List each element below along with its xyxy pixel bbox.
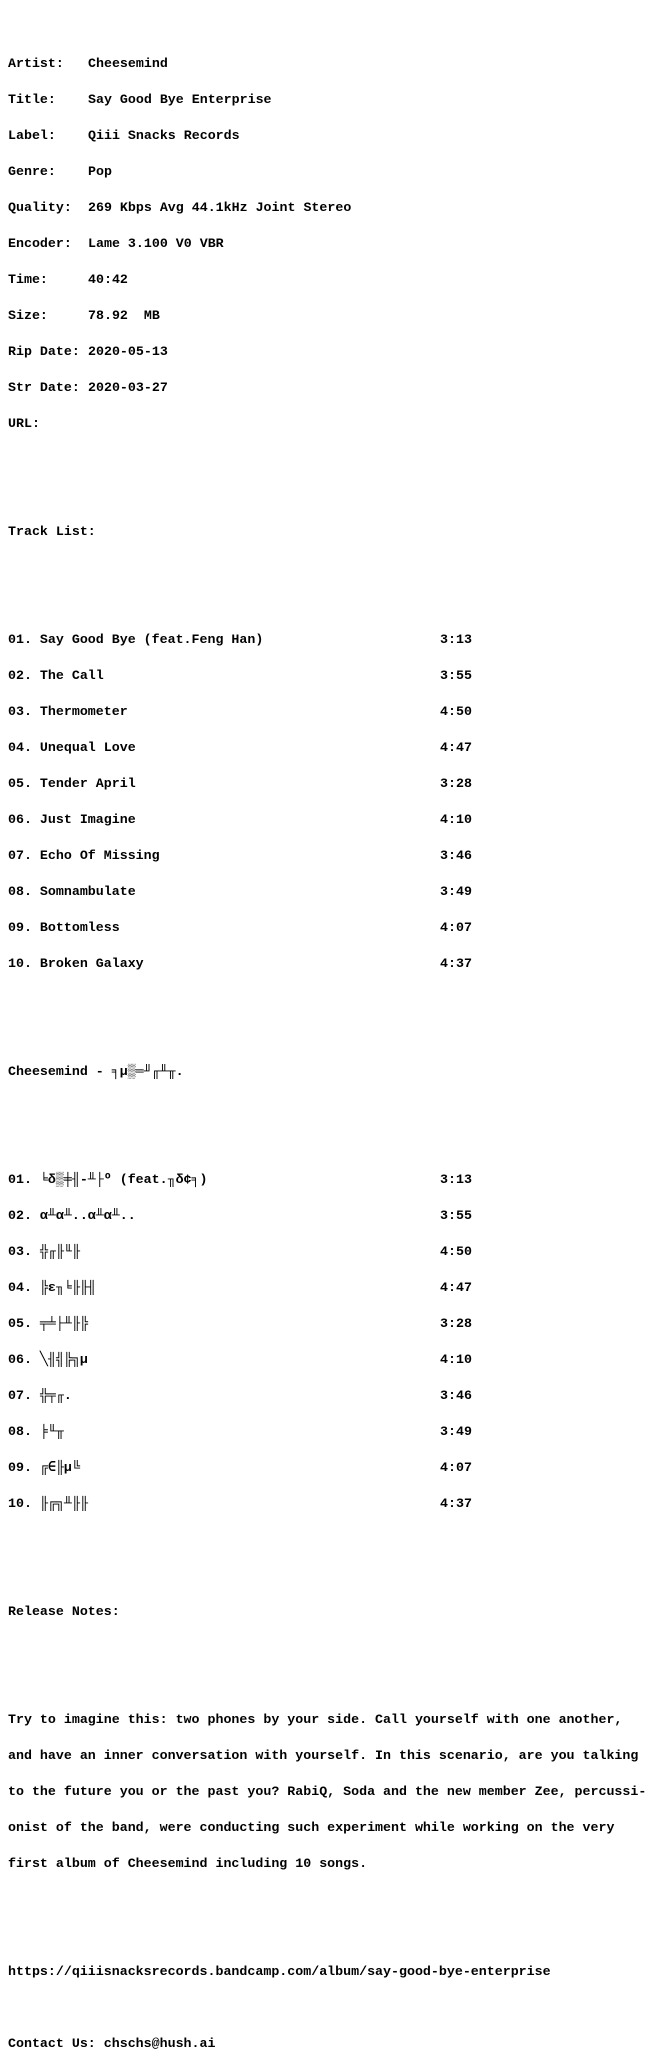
track-row: 05. Tender April 3:28 — [8, 776, 472, 791]
meta-url: URL: — [8, 416, 40, 431]
meta-title: Title: Say Good Bye Enterprise — [8, 92, 272, 107]
track-duration: 4:10 — [440, 812, 472, 827]
spacer — [8, 1570, 646, 1582]
alt-track-row: 01. ╘δ▒╪╢-╨├º (feat.╖δ¢╕) 3:13 — [8, 1172, 472, 1187]
track-duration: 3:46 — [440, 1388, 472, 1403]
track-duration: 3:49 — [440, 884, 472, 899]
alt-track-list — [8, 1150, 646, 1534]
release-notes-line: to the future you or the past you? RabiQ, Soda and the new member Zee, percussi- — [8, 1784, 647, 1799]
release-notes-line: onist of the band, were conducting such experiment while working on the very — [8, 1820, 615, 1835]
track-duration: 4:50 — [440, 704, 472, 719]
track-duration: 3:13 — [440, 632, 472, 647]
track-duration: 4:07 — [440, 1460, 472, 1475]
meta-time: Time: 40:42 — [8, 272, 128, 287]
track-duration: 3:46 — [440, 848, 472, 863]
alt-track-row: 03. ╬╓╟╙╟ 4:50 — [8, 1244, 472, 1259]
spacer — [8, 490, 646, 502]
meta-size: Size: 78.92 MB — [8, 308, 160, 323]
alt-track-row: 07. ╬╤╓. 3:46 — [8, 1388, 472, 1403]
alt-album-heading: Cheesemind - ╕µ▒═╜╓╨╥. — [8, 1064, 184, 1079]
tracklist-heading: Track List: — [8, 524, 96, 539]
track-list — [8, 610, 646, 994]
track-row: 06. Just Imagine 4:10 — [8, 812, 472, 827]
track-row: 01. Say Good Bye (feat.Feng Han) 3:13 — [8, 632, 472, 647]
release-notes-line: first album of Cheesemind including 10 songs. — [8, 1856, 368, 1871]
alt-track-row: 06. ╲╢╣╠╗µ 4:10 — [8, 1352, 472, 1367]
spacer — [8, 1642, 646, 1654]
contact-line: Contact Us: chschs@hush.ai — [8, 2036, 216, 2051]
release-notes-line: and have an inner conversation with yourself. In this scenario, are you talking — [8, 1748, 639, 1763]
track-row: 08. Somnambulate 3:49 — [8, 884, 472, 899]
track-duration: 4:37 — [440, 1496, 472, 1511]
meta-str-date: Str Date: 2020-03-27 — [8, 380, 168, 395]
meta-block — [8, 34, 646, 454]
meta-quality: Quality: 269 Kbps Avg 44.1kHz Joint Stereo — [8, 200, 352, 215]
meta-genre: Genre: Pop — [8, 164, 112, 179]
track-row: 03. Thermometer 4:50 — [8, 704, 472, 719]
track-row: 07. Echo Of Missing 3:46 — [8, 848, 472, 863]
track-duration: 3:55 — [440, 1208, 472, 1223]
track-row: 04. Unequal Love 4:47 — [8, 740, 472, 755]
nfo-text — [8, 10, 646, 2062]
track-duration: 4:50 — [440, 1244, 472, 1259]
meta-label: Label: Qiii Snacks Records — [8, 128, 240, 143]
alt-track-row: 09. ╔∈╟µ╚ 4:07 — [8, 1460, 472, 1475]
bandcamp-url: https://qiiisnacksrecords.bandcamp.com/album/say-good-bye-enterprise — [8, 1964, 551, 1979]
track-row: 10. Broken Galaxy 4:37 — [8, 956, 472, 971]
meta-rip-date: Rip Date: 2020-05-13 — [8, 344, 168, 359]
track-duration: 3:13 — [440, 1172, 472, 1187]
spacer — [8, 1102, 646, 1114]
track-row: 02. The Call 3:55 — [8, 668, 472, 683]
track-duration: 3:28 — [440, 776, 472, 791]
meta-artist: Artist: Cheesemind — [8, 56, 168, 71]
alt-track-row: 02. α╨α╨..α╨α╨.. 3:55 — [8, 1208, 472, 1223]
track-duration: 4:47 — [440, 1280, 472, 1295]
track-duration: 3:49 — [440, 1424, 472, 1439]
release-notes — [8, 1690, 646, 1894]
alt-track-row: 08. ╞╙╥ 3:49 — [8, 1424, 472, 1439]
track-duration: 4:07 — [440, 920, 472, 935]
spacer — [8, 1030, 646, 1042]
meta-encoder: Encoder: Lame 3.100 V0 VBR — [8, 236, 224, 251]
release-notes-line: Try to imagine this: two phones by your side. Call yourself with one another, — [8, 1712, 623, 1727]
alt-track-row: 05. ╤╧├╨╟╠ 3:28 — [8, 1316, 472, 1331]
track-duration: 3:55 — [440, 668, 472, 683]
track-duration: 4:47 — [440, 740, 472, 755]
spacer — [8, 2002, 646, 2014]
track-row: 09. Bottomless 4:07 — [8, 920, 472, 935]
alt-track-row: 04. ╠ε╖╘╟╟╢ 4:47 — [8, 1280, 472, 1295]
alt-track-row: 10. ╟╔╗╨╟╟ 4:37 — [8, 1496, 472, 1511]
track-duration: 3:28 — [440, 1316, 472, 1331]
release-notes-heading: Release Notes: — [8, 1604, 120, 1619]
track-duration: 4:37 — [440, 956, 472, 971]
spacer — [8, 562, 646, 574]
spacer — [8, 1930, 646, 1942]
track-duration: 4:10 — [440, 1352, 472, 1367]
